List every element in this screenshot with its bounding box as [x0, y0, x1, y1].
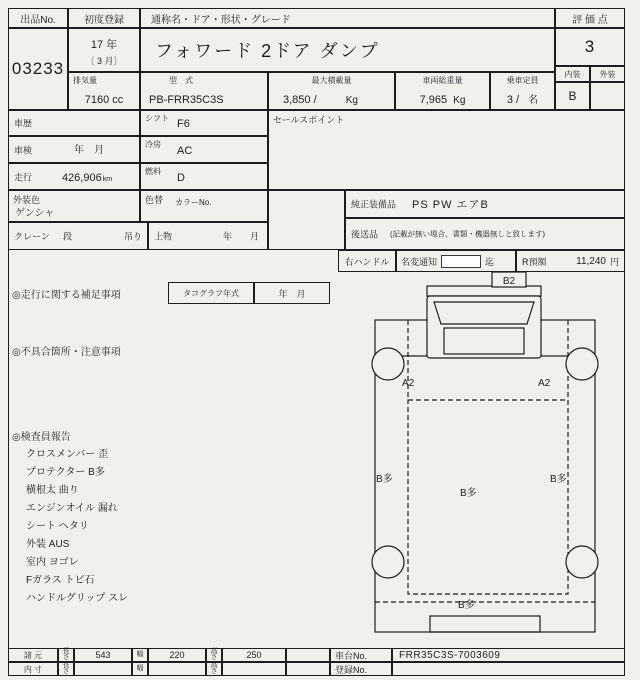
model-name-value: フォワード 2ドア ダンプ: [140, 28, 555, 72]
diagram-label-b2: B2: [502, 276, 516, 287]
right-handle-cell: 右ハンドル: [338, 250, 396, 272]
gross-weight-unit: Kg: [453, 95, 466, 106]
exterior-header: 外装: [590, 66, 625, 82]
footer-blank-cell: [286, 648, 330, 662]
mileage-value: 426,906: [61, 172, 102, 184]
sales-point-cell: [268, 110, 625, 190]
diagram-label-a2-right: A2: [538, 378, 551, 389]
exterior-color-value: ゲンシャ: [15, 208, 55, 219]
gross-weight-value: 7,965: [419, 94, 448, 106]
fuel-cell: [140, 163, 268, 190]
equipment-label: 純正装備品: [351, 199, 397, 210]
color-no-label: カラーNo.: [175, 198, 212, 207]
exterior-color-label: 外装色: [13, 195, 41, 205]
bed-dashed-outline: [408, 400, 568, 594]
equipment-value: PS PW エアB: [412, 199, 489, 211]
equipment-cell: [345, 190, 625, 218]
crane-cell: [8, 222, 148, 250]
registration-no-value: [392, 662, 625, 676]
interior-grade: B: [555, 82, 590, 110]
uwamono-label: 上物: [154, 231, 173, 242]
mileage-label: 走行: [14, 172, 33, 182]
later-items-label: 後送品: [351, 229, 379, 240]
max-load-cell: [268, 72, 395, 110]
model-name-header: 通称名・ドア・形状・グレード: [140, 8, 555, 28]
exhibit-no-value: 03233: [8, 28, 68, 110]
sales-point-label: セールスポイント: [273, 115, 345, 125]
diagram-label-b-center: B多: [460, 488, 477, 499]
chassis-no-value: FRR35C3S-7003609: [392, 648, 625, 662]
first-registration-header: 初度登録: [68, 8, 140, 28]
deposit-cell: [516, 250, 625, 272]
later-items-note: (記載が無い場合、書類・機器無しと致します): [390, 229, 545, 239]
inner-length-value: [74, 662, 132, 676]
interior-header: 内装: [555, 66, 590, 82]
exhibit-no-header: 出品No.: [8, 8, 68, 28]
ac-label: 冷房: [145, 140, 161, 149]
wheel-front-right: [566, 348, 598, 380]
displacement-cell: [68, 72, 140, 110]
mileage-note-title: ◎走行に関する補足事項: [12, 290, 121, 301]
color-change-cell: [140, 190, 268, 222]
inspection-cell: [8, 136, 140, 163]
inner-dim-header: 内 寸: [8, 662, 58, 676]
model-code-cell: [140, 72, 268, 110]
dimensions-header: 諸 元: [8, 648, 58, 662]
first-registration-year: 17 年: [90, 39, 118, 51]
uwamono-cell: [148, 222, 268, 250]
chassis-no-label: 車台No.: [330, 648, 392, 662]
report-item: ハンドルグリップ スレ: [26, 593, 129, 604]
inner-width-label: 幅: [132, 662, 148, 676]
name-change-label: 名変通知: [401, 256, 438, 267]
inner-width-value: [148, 662, 206, 676]
max-load-label: 最大積載量: [311, 76, 352, 85]
exterior-color-cell: [8, 190, 140, 222]
width-label: 幅: [132, 648, 148, 662]
first-registration-month: 〔 3 月〕: [85, 56, 123, 66]
inspector-report-list: [26, 446, 128, 608]
registration-no-label: 登録No.: [330, 662, 392, 676]
height-value: 250: [222, 648, 286, 662]
exterior-grade: [590, 82, 625, 110]
defect-note-title: ◎不具合箇所・注意事項: [12, 347, 121, 358]
report-item: プロテクター B多: [26, 467, 105, 478]
capacity-value: 3 /: [506, 94, 520, 106]
gross-weight-label: 車両総重量: [422, 76, 463, 85]
inspector-report-title: ◎検査員報告: [12, 432, 71, 443]
diagram-label-b-bottom: B多: [458, 600, 475, 611]
diagram-label-b-left: B多: [376, 474, 393, 485]
length-label: 長さ: [58, 648, 74, 662]
max-load-unit: Kg: [345, 95, 358, 106]
history-label: 車歴: [14, 118, 33, 129]
capacity-cell: [490, 72, 555, 110]
width-value: 220: [148, 648, 206, 662]
model-code-value: PB-FRR35C3S: [149, 94, 224, 106]
crane-dan-label: 段: [63, 231, 73, 242]
first-registration-value: [68, 28, 140, 72]
fuel-value: D: [177, 172, 185, 184]
displacement-label: 排気量: [73, 76, 97, 85]
crane-label: クレーン: [14, 231, 50, 242]
blank-cell: [268, 190, 345, 250]
report-item: 室内 ヨゴレ: [26, 557, 79, 568]
mileage-unit: km: [102, 176, 113, 183]
name-change-cell: [396, 250, 516, 272]
later-items-cell: [345, 218, 625, 250]
shift-value: F6: [177, 118, 190, 130]
diagram-label-a2-left: A2: [402, 378, 415, 389]
shift-cell: [140, 110, 268, 136]
made-label: 迄: [485, 256, 495, 267]
displacement-value: 7160 cc: [84, 94, 124, 106]
tachograph-label-cell: タコグラフ年式: [168, 282, 254, 304]
inner-length-label: 長さ: [58, 662, 74, 676]
report-item: クロスメンバー 歪: [26, 449, 109, 460]
capacity-unit: 名: [528, 95, 539, 106]
deposit-label: R預額: [522, 256, 547, 267]
ac-cell: [140, 136, 268, 163]
wheel-rear-left: [372, 546, 404, 578]
score-value: 3: [555, 28, 625, 66]
score-header: 評 価 点: [555, 8, 625, 28]
inspection-label: 車検: [14, 145, 33, 155]
tachograph-value-cell: 年 月: [254, 282, 330, 304]
vehicle-diagram: [340, 272, 630, 644]
gross-weight-cell: [395, 72, 490, 110]
max-load-value: 3,850 /: [283, 94, 317, 106]
inner-height-label: 高さ: [206, 662, 222, 676]
fuel-label: 燃料: [145, 167, 161, 176]
model-code-label: 型 式: [169, 76, 193, 85]
report-item: 横根太 曲り: [26, 485, 79, 496]
uwamono-value: 年 月: [222, 231, 259, 242]
wheel-rear-right: [566, 546, 598, 578]
report-item: Fガラス トビ石: [26, 575, 95, 586]
report-item: 外装 AUS: [26, 539, 70, 550]
mileage-cell: [8, 163, 140, 190]
report-item: エンジンオイル 漏れ: [26, 503, 118, 514]
length-value: 543: [74, 648, 132, 662]
footer-blank-cell-2: [286, 662, 330, 676]
inspection-value: 年 月: [74, 145, 104, 156]
shift-label: シフト: [145, 114, 169, 123]
report-item: シート ヘタリ: [26, 521, 89, 532]
capacity-label: 乗車定員: [506, 76, 539, 85]
height-label: 高さ: [206, 648, 222, 662]
color-change-label: 色替: [145, 195, 164, 205]
history-cell: [8, 110, 140, 136]
deposit-unit: 円: [609, 256, 619, 267]
inner-height-value: [222, 662, 286, 676]
ac-value: AC: [177, 145, 193, 157]
wheel-front-left: [372, 348, 404, 380]
truck-tailgate: [430, 616, 540, 632]
crane-tsuri-label: 吊り: [124, 231, 143, 242]
deposit-value: 11,240: [576, 255, 606, 267]
diagram-label-b-right: B多: [550, 474, 567, 485]
name-change-blank-box: [441, 255, 481, 268]
